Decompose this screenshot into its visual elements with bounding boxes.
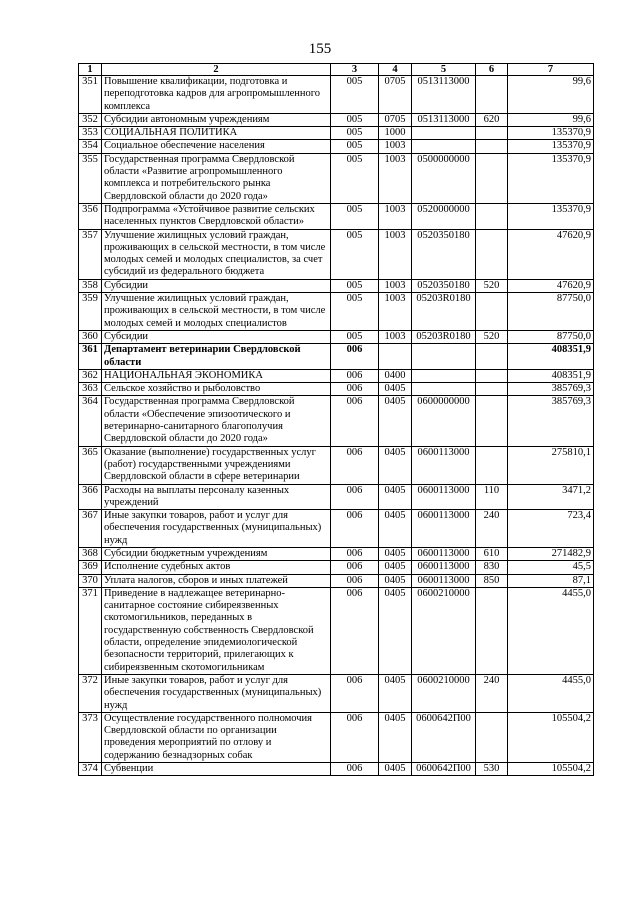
- section-code: 1003: [379, 330, 412, 343]
- table-row: [79, 510, 594, 548]
- expense-type-code: 240: [476, 674, 508, 712]
- row-number: 369: [79, 561, 102, 574]
- expense-type-code: 610: [476, 547, 508, 560]
- row-amount: 4455,0: [508, 674, 594, 712]
- row-name: Уплата налогов, сборов и иных платежей: [102, 574, 331, 587]
- expense-type-code: [476, 153, 508, 203]
- section-code: 0405: [379, 674, 412, 712]
- row-number: 366: [79, 484, 102, 510]
- table-row: [79, 279, 594, 292]
- row-amount: 105504,2: [508, 712, 594, 762]
- ministry-code: 006: [331, 369, 379, 382]
- ministry-code: 005: [331, 153, 379, 203]
- expense-type-code: 530: [476, 763, 508, 776]
- row-amount: 87,1: [508, 574, 594, 587]
- target-article-code: [412, 383, 476, 396]
- ministry-code: 005: [331, 127, 379, 140]
- target-article-code: 0520350180: [412, 279, 476, 292]
- row-number: 365: [79, 446, 102, 484]
- table-row: [79, 293, 594, 331]
- expense-type-code: [476, 587, 508, 674]
- target-article-code: [412, 344, 476, 370]
- row-name: Государственная программа Свердловской области «Развитие агропромышленного комплекса и потребительского рынка Свердловской области до 2020 года»: [102, 153, 331, 203]
- expense-type-code: 620: [476, 113, 508, 126]
- table-row: [79, 484, 594, 510]
- ministry-code: 005: [331, 330, 379, 343]
- ministry-code: 006: [331, 344, 379, 370]
- expense-type-code: 110: [476, 484, 508, 510]
- section-code: 0405: [379, 547, 412, 560]
- row-number: 355: [79, 153, 102, 203]
- row-name: Иные закупки товаров, работ и услуг для обеспечения государственных (муниципальных) нужд: [102, 510, 331, 548]
- table-row: [79, 712, 594, 762]
- section-code: 0405: [379, 396, 412, 446]
- row-number: 373: [79, 712, 102, 762]
- row-amount: 99,6: [508, 76, 594, 114]
- expense-type-code: [476, 76, 508, 114]
- table-row: [79, 396, 594, 446]
- row-amount: 385769,3: [508, 396, 594, 446]
- row-number: 357: [79, 229, 102, 279]
- row-number: 370: [79, 574, 102, 587]
- expense-type-code: [476, 446, 508, 484]
- row-number: 360: [79, 330, 102, 343]
- header-cell: 1: [79, 64, 102, 76]
- row-name: Иные закупки товаров, работ и услуг для обеспечения государственных (муниципальных) нужд: [102, 674, 331, 712]
- row-amount: 3471,2: [508, 484, 594, 510]
- row-number: 358: [79, 279, 102, 292]
- target-article-code: [412, 369, 476, 382]
- row-amount: 135370,9: [508, 127, 594, 140]
- row-name: Сельское хозяйство и рыболовство: [102, 383, 331, 396]
- target-article-code: 0600113000: [412, 561, 476, 574]
- row-number: 364: [79, 396, 102, 446]
- budget-table: [78, 63, 594, 776]
- row-amount: 47620,9: [508, 229, 594, 279]
- section-code: 0405: [379, 561, 412, 574]
- table-row: [79, 674, 594, 712]
- target-article-code: 0600113000: [412, 446, 476, 484]
- target-article-code: 0513113000: [412, 113, 476, 126]
- target-article-code: 0500000000: [412, 153, 476, 203]
- table-row: [79, 587, 594, 674]
- section-code: [379, 344, 412, 370]
- row-number: 351: [79, 76, 102, 114]
- section-code: 1003: [379, 203, 412, 229]
- section-code: 1003: [379, 279, 412, 292]
- row-name: Социальное обеспечение населения: [102, 140, 331, 153]
- target-article-code: 0600642П00: [412, 712, 476, 762]
- table-row: [79, 203, 594, 229]
- header-cell: 6: [476, 64, 508, 76]
- target-article-code: 0600113000: [412, 484, 476, 510]
- ministry-code: 006: [331, 446, 379, 484]
- row-amount: 45,5: [508, 561, 594, 574]
- expense-type-code: [476, 203, 508, 229]
- row-amount: 723,4: [508, 510, 594, 548]
- table-row: [79, 763, 594, 776]
- row-number: 361: [79, 344, 102, 370]
- row-name: Улучшение жилищных условий граждан, проживающих в сельской местности, в том числе молодых семей и молодых специалистов: [102, 293, 331, 331]
- row-number: 367: [79, 510, 102, 548]
- row-number: 359: [79, 293, 102, 331]
- target-article-code: 0600210000: [412, 587, 476, 674]
- section-code: 1000: [379, 127, 412, 140]
- table-row: [79, 127, 594, 140]
- expense-type-code: [476, 229, 508, 279]
- row-amount: 408351,9: [508, 369, 594, 382]
- section-code: 0400: [379, 369, 412, 382]
- expense-type-code: [476, 140, 508, 153]
- row-name: Субсидии автономным учреждениям: [102, 113, 331, 126]
- section-code: 0405: [379, 712, 412, 762]
- table-row: [79, 153, 594, 203]
- row-number: 354: [79, 140, 102, 153]
- expense-type-code: [476, 344, 508, 370]
- row-name: Субсидии: [102, 279, 331, 292]
- row-number: 352: [79, 113, 102, 126]
- ministry-code: 006: [331, 383, 379, 396]
- row-amount: 87750,0: [508, 293, 594, 331]
- ministry-code: 006: [331, 484, 379, 510]
- ministry-code: 006: [331, 561, 379, 574]
- target-article-code: [412, 127, 476, 140]
- expense-type-code: [476, 127, 508, 140]
- row-number: 362: [79, 369, 102, 382]
- row-name: Исполнение судебных актов: [102, 561, 331, 574]
- ministry-code: 006: [331, 674, 379, 712]
- row-number: 372: [79, 674, 102, 712]
- expense-type-code: 520: [476, 279, 508, 292]
- section-code: 0405: [379, 587, 412, 674]
- row-amount: 135370,9: [508, 153, 594, 203]
- row-name: Субсидии: [102, 330, 331, 343]
- target-article-code: 0600000000: [412, 396, 476, 446]
- table-row: [79, 446, 594, 484]
- ministry-code: 005: [331, 229, 379, 279]
- header-cell: 4: [379, 64, 412, 76]
- target-article-code: 0520350180: [412, 229, 476, 279]
- row-name: Оказание (выполнение) государственных услуг (работ) государственными учреждениями Свердловской области в сфере ветеринарии: [102, 446, 331, 484]
- ministry-code: 006: [331, 510, 379, 548]
- ministry-code: 005: [331, 140, 379, 153]
- row-name: Улучшение жилищных условий граждан, проживающих в сельской местности, в том числе молодых семей и молодых специалистов, за счет субсидий из федерального бюджета: [102, 229, 331, 279]
- expense-type-code: [476, 383, 508, 396]
- header-cell: 2: [102, 64, 331, 76]
- table-row: [79, 140, 594, 153]
- expense-type-code: 240: [476, 510, 508, 548]
- row-amount: 275810,1: [508, 446, 594, 484]
- target-article-code: 05203R0180: [412, 293, 476, 331]
- section-code: 0405: [379, 383, 412, 396]
- section-code: 1003: [379, 293, 412, 331]
- row-number: 374: [79, 763, 102, 776]
- table-row: [79, 229, 594, 279]
- ministry-code: 005: [331, 203, 379, 229]
- row-name: Осуществление государственного полномочия Свердловской области по организации проведения мероприятий по отлову и содержанию безнадзорных собак: [102, 712, 331, 762]
- ministry-code: 006: [331, 712, 379, 762]
- row-number: 356: [79, 203, 102, 229]
- header-cell: 7: [508, 64, 594, 76]
- expense-type-code: 850: [476, 574, 508, 587]
- ministry-code: 006: [331, 396, 379, 446]
- target-article-code: 05203R0180: [412, 330, 476, 343]
- row-number: 353: [79, 127, 102, 140]
- row-amount: 4455,0: [508, 587, 594, 674]
- section-code: 1003: [379, 140, 412, 153]
- ministry-code: 006: [331, 547, 379, 560]
- row-name: Департамент ветеринарии Свердловской области: [102, 344, 331, 370]
- page-number: 155: [308, 41, 332, 57]
- header-cell: 3: [331, 64, 379, 76]
- table-row: [79, 76, 594, 114]
- row-number: 371: [79, 587, 102, 674]
- target-article-code: 0600113000: [412, 574, 476, 587]
- row-name: Подпрограмма «Устойчивое развитие сельских населенных пунктов Свердловской области»: [102, 203, 331, 229]
- row-amount: 105504,2: [508, 763, 594, 776]
- target-article-code: 0600113000: [412, 547, 476, 560]
- row-number: 363: [79, 383, 102, 396]
- target-article-code: 0520000000: [412, 203, 476, 229]
- row-name: НАЦИОНАЛЬНАЯ ЭКОНОМИКА: [102, 369, 331, 382]
- expense-type-code: [476, 396, 508, 446]
- target-article-code: 0600113000: [412, 510, 476, 548]
- ministry-code: 005: [331, 293, 379, 331]
- section-code: 1003: [379, 153, 412, 203]
- row-number: 368: [79, 547, 102, 560]
- expense-type-code: 830: [476, 561, 508, 574]
- row-name: Приведение в надлежащее ветеринарно-санитарное состояние сибиреязвенных скотомогильников, переданных в государственную собственность Свердловской области, определение эпидемиологической безопасности территорий, прилегающих к сибиреязвенным скотомогильникам: [102, 587, 331, 674]
- target-article-code: 0600642П00: [412, 763, 476, 776]
- expense-type-code: [476, 369, 508, 382]
- target-article-code: 0600210000: [412, 674, 476, 712]
- row-amount: 47620,9: [508, 279, 594, 292]
- section-code: 0405: [379, 763, 412, 776]
- expense-type-code: [476, 712, 508, 762]
- table-row: [79, 113, 594, 126]
- section-code: 0405: [379, 510, 412, 548]
- row-name: Расходы на выплаты персоналу казенных учреждений: [102, 484, 331, 510]
- ministry-code: 006: [331, 574, 379, 587]
- ministry-code: 005: [331, 76, 379, 114]
- ministry-code: 006: [331, 587, 379, 674]
- row-amount: 271482,9: [508, 547, 594, 560]
- table-row: [79, 383, 594, 396]
- row-amount: 87750,0: [508, 330, 594, 343]
- row-name: Субсидии бюджетным учреждениям: [102, 547, 331, 560]
- expense-type-code: [476, 293, 508, 331]
- row-amount: 99,6: [508, 113, 594, 126]
- section-code: 0405: [379, 574, 412, 587]
- table-body: [79, 76, 594, 776]
- row-amount: 408351,9: [508, 344, 594, 370]
- row-name: СОЦИАЛЬНАЯ ПОЛИТИКА: [102, 127, 331, 140]
- section-code: 0405: [379, 446, 412, 484]
- row-name: Субвенции: [102, 763, 331, 776]
- table-row: [79, 344, 594, 370]
- section-code: 1003: [379, 229, 412, 279]
- section-code: 0705: [379, 113, 412, 126]
- target-article-code: 0513113000: [412, 76, 476, 114]
- ministry-code: 006: [331, 763, 379, 776]
- expense-type-code: 520: [476, 330, 508, 343]
- header-row: [79, 64, 594, 76]
- section-code: 0705: [379, 76, 412, 114]
- table-row: [79, 561, 594, 574]
- row-amount: 135370,9: [508, 203, 594, 229]
- table-row: [79, 574, 594, 587]
- row-amount: 135370,9: [508, 140, 594, 153]
- header-cell: 5: [412, 64, 476, 76]
- target-article-code: [412, 140, 476, 153]
- table-row: [79, 369, 594, 382]
- ministry-code: 005: [331, 113, 379, 126]
- table-row: [79, 330, 594, 343]
- row-name: Государственная программа Свердловской области «Обеспечение эпизоотического и ветеринарно-санитарного благополучия Свердловской области до 2020 года»: [102, 396, 331, 446]
- row-name: Повышение квалификации, подготовка и переподготовка кадров для агропромышленного комплекса: [102, 76, 331, 114]
- row-amount: 385769,3: [508, 383, 594, 396]
- section-code: 0405: [379, 484, 412, 510]
- ministry-code: 005: [331, 279, 379, 292]
- table-row: [79, 547, 594, 560]
